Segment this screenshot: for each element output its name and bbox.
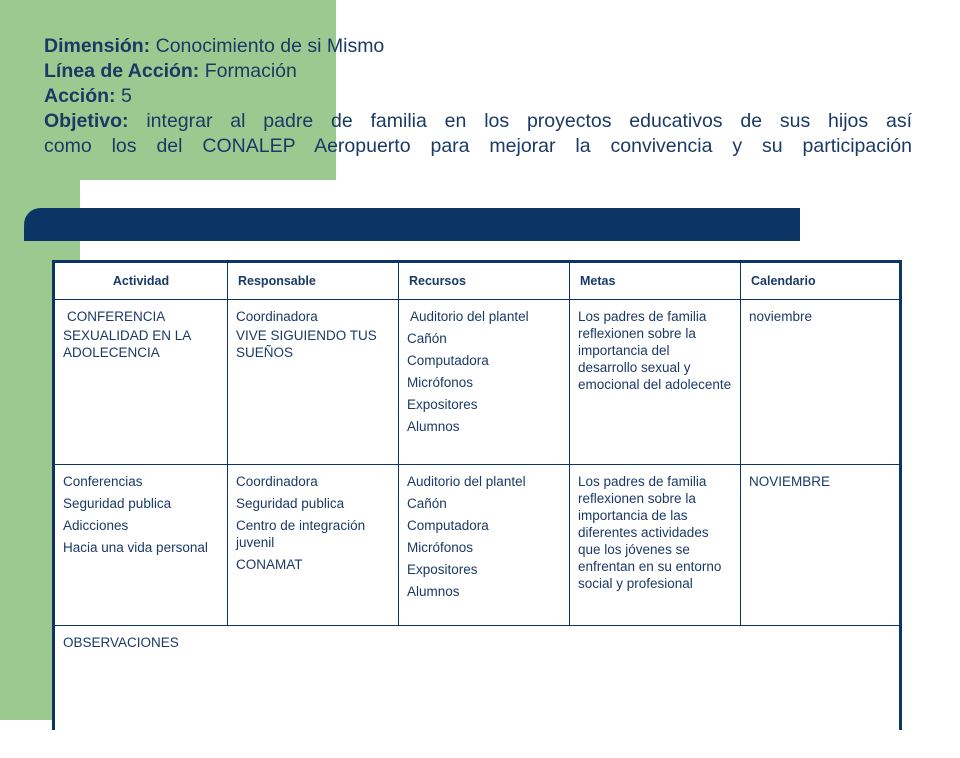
observations-label: OBSERVACIONES [63,634,891,651]
recursos-cell [399,300,570,465]
cell-line: Computadora [407,352,561,369]
column-header-recursos: Recursos [399,263,570,300]
objective-value-1: integrar al padre de familia en los proyectos educativos de sus hijos así [146,110,912,132]
objective-line-1 [44,109,912,134]
activities-table-container [52,260,902,730]
slide-header [44,34,912,159]
divider-bar [24,208,800,241]
calendario-text: noviembre [749,308,891,325]
responsable-cell [228,465,399,626]
table-header-row [55,263,899,300]
dimension-label: Dimensión: [44,35,150,57]
calendario-cell [741,465,900,626]
cell-line: Hacia una vida personal [63,539,219,556]
cell-line: Conferencias [63,473,219,490]
objective-line-2 [44,134,912,159]
cell-line: Adicciones [63,517,219,534]
metas-text: Los padres de familia reflexionen sobre la importancia del desarrollo sexual y emocional del adolecente [578,308,732,393]
calendario-cell [741,300,900,465]
recursos-cell [399,465,570,626]
metas-text: Los padres de familia reflexionen sobre la importancia de las diferentes actividades que los jóvenes se enfrentan en su entorno social y profesional [578,473,732,592]
activities-table [55,263,899,758]
observations-row [55,626,899,758]
responsable-cell [228,300,399,465]
metas-cell [570,465,741,626]
objective-value-2: como los del CONALEP Aeropuerto para mejorar la convivencia y su participación [44,135,912,157]
cell-line: Micrófonos [407,539,561,556]
action-number-line [44,84,912,109]
metas-cell [570,300,741,465]
cell-line: Alumnos [407,583,561,600]
cell-line: Cañón [407,495,561,512]
cell-line: Cañón [407,330,561,347]
cell-line: Expositores [407,396,561,413]
action-label: Acción: [44,85,116,107]
cell-line: Coordinadora [236,308,390,325]
cell-line: Coordinadora [236,473,390,490]
dimension-line [44,34,912,59]
cell-line: CONFERENCIA [63,308,219,325]
objective-label: Objetivo: [44,110,129,132]
line-label: Línea de Acción: [44,60,199,82]
cell-line: Expositores [407,561,561,578]
cell-line: Centro de integración juvenil [236,517,390,551]
cell-line: Computadora [407,517,561,534]
column-header-calendario: Calendario [741,263,900,300]
dimension-value: Conocimiento de si Mismo [156,35,385,57]
line-value: Formación [205,60,297,82]
cell-line: VIVE SIGUIENDO TUS SUEÑOS [236,327,390,361]
actividad-cell [55,465,228,626]
action-value: 5 [121,85,132,107]
cell-line: CONAMAT [236,556,390,573]
cell-line: SEXUALIDAD EN LA ADOLECENCIA [63,327,219,361]
column-header-responsable: Responsable [228,263,399,300]
cell-line: Auditorio del plantel [407,308,561,325]
divider-bar-notch [24,226,64,241]
column-header-actividad: Actividad [55,263,228,300]
cell-line: Seguridad publica [236,495,390,512]
table-row [55,300,899,465]
cell-line: Micrófonos [407,374,561,391]
actividad-cell [55,300,228,465]
observations-cell [55,626,899,758]
cell-line: Alumnos [407,418,561,435]
table-row [55,465,899,626]
action-line-line [44,59,912,84]
cell-line: Auditorio del plantel [407,473,561,490]
cell-line: Seguridad publica [63,495,219,512]
calendario-text: NOVIEMBRE [749,473,891,490]
column-header-metas: Metas [570,263,741,300]
